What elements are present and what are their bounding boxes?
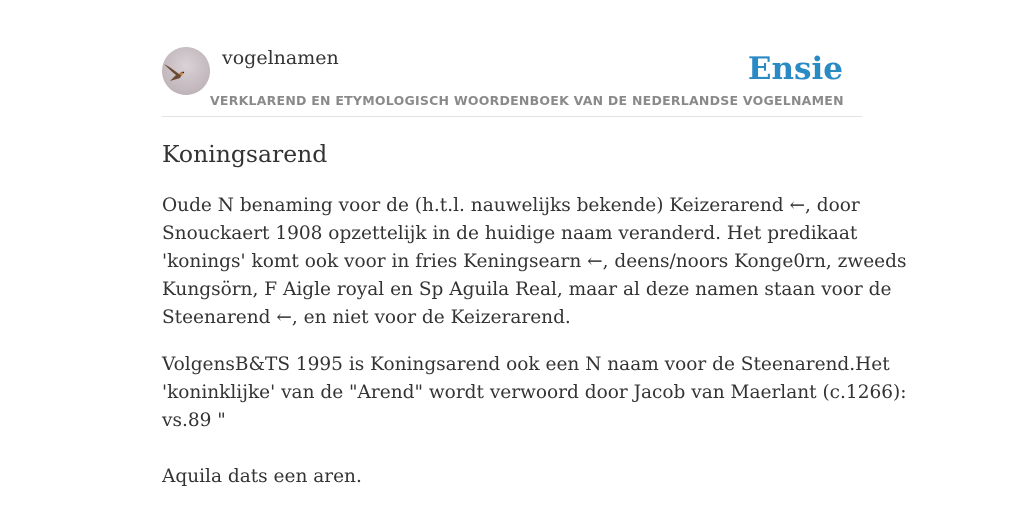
page-container	[162, 0, 907, 487]
brand-logo[interactable]: Ensie	[747, 51, 843, 87]
text-line: Steenarend ←, en niet voor de Keizerarend.	[162, 307, 571, 328]
text-line: Aquila dats een aren.	[162, 466, 362, 487]
text-line: Snouckaert 1908 opzettelijk in de huidige naam veranderd. Het predikaat	[162, 223, 858, 244]
text-line: vs.89 "	[162, 410, 226, 431]
avatar[interactable]	[162, 47, 210, 95]
site-subtitle: VERKLAREND EN ETYMOLOGISCH WOORDENBOEK VAN DE NEDERLANDSE VOGELNAMEN	[210, 93, 844, 108]
text-line: VolgensB&TS 1995 is Koningsarend ook een N naam voor de Steenarend.Het	[162, 354, 890, 375]
bird-photo-icon	[162, 47, 210, 95]
paragraph	[162, 351, 907, 491]
blank-line	[162, 435, 862, 463]
site-header	[162, 0, 862, 117]
text-line: Oude N benaming voor de (h.t.l. nauwelijks bekende) Keizerarend ←, door	[162, 195, 860, 216]
text-line: Kungsörn, F Aigle royal en Sp Aguila Real, maar al deze namen staan voor de	[162, 279, 892, 300]
text-line: 'konings' komt ook voor in fries Keningsearn ←, deens/noors Konge0rn, zweeds	[162, 251, 907, 272]
paragraph	[162, 192, 907, 332]
text-line: 'koninklijke' van de "Arend" wordt verwoord door Jacob van Maerlant (c.1266):	[162, 382, 907, 403]
entry-body	[162, 192, 907, 510]
entry-title: Koningsarend	[162, 140, 328, 168]
site-name[interactable]: vogelnamen	[222, 47, 339, 69]
